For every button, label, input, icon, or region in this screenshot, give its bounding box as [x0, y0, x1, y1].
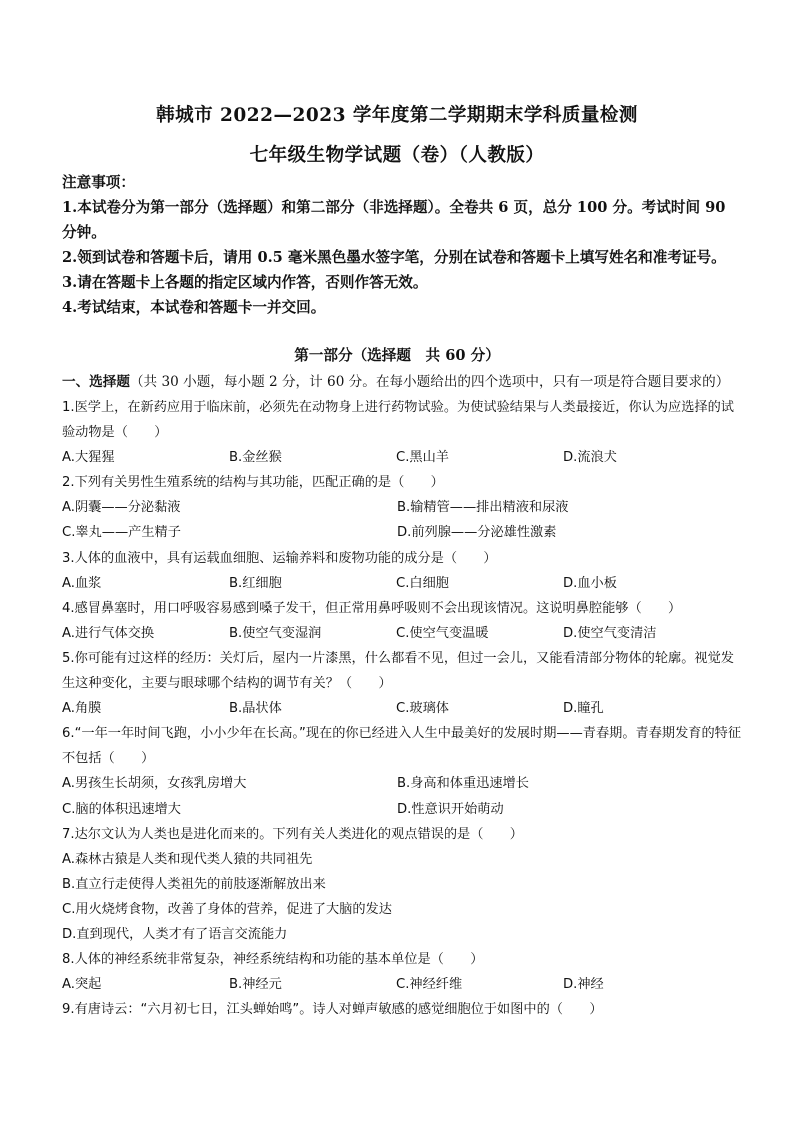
- option-row: [62, 847, 742, 872]
- option: A.血浆: [62, 575, 102, 591]
- question: [62, 947, 742, 997]
- question-stem: 4.感冒鼻塞时，用口呼吸容易感到嗓子发干，但正常用鼻呼吸则不会出现该情况。这说明鼻腔能够（ ）: [62, 600, 682, 616]
- question: [62, 822, 742, 947]
- exam-subtitle: 七年级生物学试题（卷）（人教版）: [249, 145, 545, 166]
- question-list: [62, 395, 742, 1022]
- option: A.进行气体交换: [62, 625, 155, 641]
- option: A.森林古猿是人类和现代类人猿的共同祖先: [62, 851, 313, 867]
- option-row: [62, 696, 742, 721]
- notice-heading: 注意事项：: [62, 174, 135, 191]
- option-row: [62, 922, 742, 947]
- question-stem: 2.下列有关男性生殖系统的结构与其功能，匹配正确的是（ ）: [62, 475, 444, 491]
- option-row: [62, 872, 742, 897]
- notice-item: 3.请在答题卡上各题的指定区域内作答，否则作答无效。: [62, 274, 428, 291]
- question: [62, 470, 742, 545]
- option: C.神经纤维: [396, 977, 463, 993]
- part-one-title: 第一部分（选择题 共 60 分）: [294, 347, 500, 364]
- option: D.血小板: [563, 575, 617, 591]
- exam-title: 韩城市 2022—2023 学年度第二学期期末学科质量检测: [156, 105, 638, 126]
- option-row: [62, 797, 742, 822]
- question: [62, 721, 742, 821]
- question: [62, 646, 742, 721]
- option: D.流浪犬: [563, 450, 617, 466]
- option: C.使空气变温暖: [396, 625, 489, 641]
- question: [62, 395, 742, 470]
- question-stem: 5.你可能有过这样的经历：关灯后，屋内一片漆黑，什么都看不见，但过一会儿，又能看清部分物体的轮廓。视觉发生这种变化，主要与眼球哪个结构的调节有关？（ ）: [62, 650, 734, 692]
- question: [62, 997, 742, 1022]
- notice-list: [62, 195, 740, 320]
- option: D.神经: [563, 977, 604, 993]
- question-stem: 7.达尔文认为人类也是进化而来的。下列有关人类进化的观点错误的是（ ）: [62, 826, 523, 842]
- option: D.性意识开始萌动: [397, 801, 504, 817]
- option: C.白细胞: [396, 575, 449, 591]
- question-stem: 9.有唐诗云：“六月初七日，江头蝉始鸣”。诗人对蝉声敏感的感觉细胞位于如图中的（ ）: [62, 1002, 603, 1018]
- question-stem: 3.人体的血液中，具有运载血细胞、运输养料和废物功能的成分是（ ）: [62, 550, 497, 566]
- option: B.身高和体重迅速增长: [397, 776, 529, 792]
- question: [62, 546, 742, 596]
- option: B.输精管——排出精液和尿液: [397, 500, 569, 516]
- option-row: [62, 445, 742, 470]
- option: B.使空气变湿润: [229, 625, 322, 641]
- option-row: [62, 897, 742, 922]
- question-stem: 1.医学上，在新药应用于临床前，必须先在动物身上进行药物试验。为使试验结果与人类最接近，你认为应选择的试验动物是（ ）: [62, 400, 734, 441]
- option: B.神经元: [229, 977, 282, 993]
- option-row: [62, 571, 742, 596]
- section-label: 一、选择题: [62, 374, 130, 390]
- question-stem: 8.人体的神经系统非常复杂，神经系统结构和功能的基本单位是（ ）: [62, 952, 484, 968]
- question-stem: 6.“一年一年时间飞跑，小小少年在长高。”现在的你已经进入人生中最美好的发展时期——青春期。青春期发育的特征不包括（ ）: [62, 726, 742, 767]
- question: [62, 596, 742, 646]
- option: B.金丝猴: [229, 450, 282, 466]
- option: A.突起: [62, 977, 102, 993]
- option: D.直到现代，人类才有了语言交流能力: [62, 926, 288, 942]
- option: C.睾丸——产生精子: [62, 525, 181, 541]
- option: A.角膜: [62, 701, 102, 717]
- option: D.瞳孔: [563, 701, 604, 717]
- option: A.大猩猩: [62, 450, 115, 466]
- notice-item: 2.领到试卷和答题卡后，请用 0.5 毫米黑色墨水签字笔，分别在试卷和答题卡上填写姓名和准考证号。: [62, 249, 726, 266]
- option-row: [62, 621, 742, 646]
- option-row: [62, 520, 742, 545]
- option: A.男孩生长胡须，女孩乳房增大: [62, 776, 247, 792]
- notice-item: 1.本试卷分为第一部分（选择题）和第二部分（非选择题）。全卷共 6 页，总分 100 分。考试时间 90 分钟。: [62, 199, 726, 241]
- option: A.阴囊——分泌黏液: [62, 500, 181, 516]
- notice-item: 4.考试结束，本试卷和答题卡一并交回。: [62, 299, 326, 316]
- option-row: [62, 771, 742, 796]
- section-instructions: [62, 370, 742, 394]
- option: C.黑山羊: [396, 450, 449, 466]
- option: C.脑的体积迅速增大: [62, 801, 181, 817]
- option: C.用火烧烤食物，改善了身体的营养，促进了大脑的发达: [62, 901, 392, 917]
- option: B.直立行走使得人类祖先的前肢逐渐解放出来: [62, 876, 326, 892]
- option: D.使空气变清洁: [563, 625, 657, 641]
- option: B.晶状体: [229, 701, 282, 717]
- section-description: （共 30 小题，每小题 2 分，计 60 分。在每小题给出的四个选项中，只有一项是符合题目要求的）: [129, 374, 730, 390]
- option-row: [62, 972, 742, 997]
- option: C.玻璃体: [396, 701, 449, 717]
- option: D.前列腺——分泌雄性激素: [397, 525, 557, 541]
- option-row: [62, 495, 742, 520]
- option: B.红细胞: [229, 575, 282, 591]
